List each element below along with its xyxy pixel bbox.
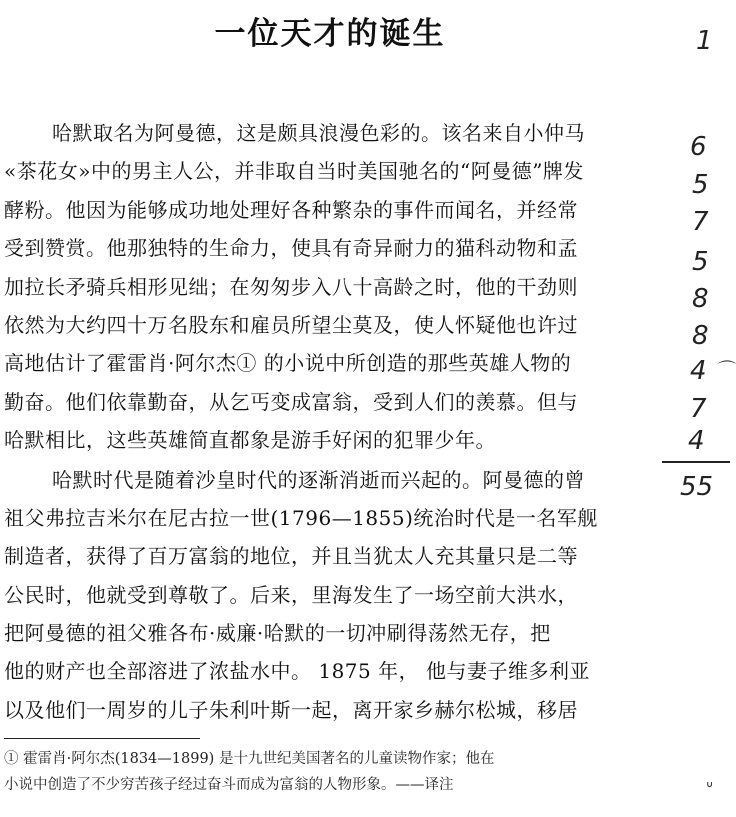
- text-line: 依然为大约四十万名股东和雇员所望尘莫及，使人怀疑他也许过: [4, 312, 578, 337]
- handwritten-line-count: 6: [690, 132, 707, 162]
- margin-tick-mark: ⌒: [718, 360, 736, 381]
- handwritten-line-count: 5: [692, 247, 709, 277]
- handwritten-title-count: 1: [696, 26, 713, 56]
- handwritten-total: 55: [680, 472, 714, 502]
- text-line: 祖父弗拉吉米尔在尼古拉一世(1796—1855)统治时代是一名军舰: [4, 505, 598, 530]
- footnote-line: 小说中创造了不少穷苦孩子经过奋斗而成为富翁的人物形象。——译注: [4, 777, 454, 793]
- handwritten-line-count: 7: [690, 394, 707, 424]
- text-line: 公民时，他就受到尊敬了。后来，里海发生了一场空前大洪水，: [4, 582, 578, 607]
- handwritten-line-count: 7: [692, 207, 709, 237]
- text-line: 高地估计了霍雷肖·阿尔杰① 的小说中所创造的那些英雄人物的: [4, 351, 572, 376]
- body-text: [4, 114, 654, 729]
- text-line: 哈默时代是随着沙皇时代的逐渐消逝而兴起的。阿曼德的曾: [52, 467, 585, 492]
- text-line: 哈默相比，这些英雄简直都象是游手好闲的犯罪少年。: [4, 428, 496, 453]
- text-line: 受到赞赏。他那独特的生命力，使具有奇异耐力的猫科动物和孟: [4, 236, 578, 261]
- handwritten-line-count: 5: [692, 170, 709, 200]
- text-line: 勤奋。他们依靠勤奋，从乞丐变成富翁，受到人们的羡慕。但与: [4, 389, 578, 414]
- handwritten-line-count: 8: [692, 321, 709, 351]
- footnote: [4, 746, 654, 798]
- text-line: 酵粉。他因为能够成功地处理好各种繁杂的事件而闻名，并经常: [4, 197, 578, 222]
- handwritten-sum-line: [662, 461, 730, 463]
- text-line: 他的财产也全部溶进了浓盐水中。 1875 年， 他与妻子维多利亚: [4, 659, 590, 684]
- text-line: 制造者，获得了百万富翁的地位，并且当犹太人充其量只是二等: [4, 544, 578, 569]
- handwritten-line-count: 4: [688, 426, 705, 456]
- text-line: 哈默取名为阿曼德，这是颇具浪漫色彩的。该名来自小仲马: [52, 121, 585, 145]
- text-line: 加拉长矛骑兵相形见绌；在匆匆步入八十高龄之时，他的干劲则: [4, 274, 578, 299]
- text-line: 以及他们一周岁的儿子朱利叶斯一起，离开家乡赫尔松城，移居: [4, 697, 578, 722]
- text-line: 把阿曼德的祖父雅各布·威廉·哈默的一切冲刷得荡然无存，把: [4, 621, 551, 646]
- text-line: «茶花女»中的男主人公，并非取自当时美国驰名的“阿曼德”牌发: [4, 159, 584, 184]
- handwritten-line-count: 8: [692, 284, 709, 314]
- handwritten-line-count: 4: [690, 356, 707, 386]
- page-title: 一位天才的诞生: [214, 16, 446, 52]
- footnote-rule: [4, 738, 200, 739]
- footnote-line: ① 霍雷肖·阿尔杰(1834—1899) 是十九世纪美国著名的儿童读物作家；他在: [4, 751, 495, 767]
- corner-mark: ᐡ: [706, 778, 714, 799]
